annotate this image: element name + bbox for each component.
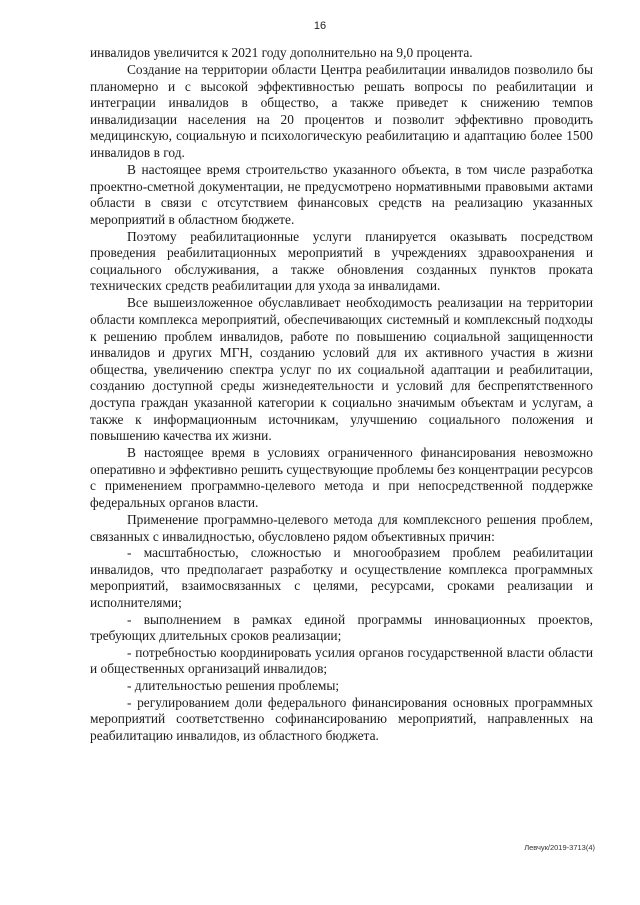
paragraph-rehab-center: Создание на территории области Центра реабилитации инвалидов позволило бы планомерно и с высокой эффективностью решать вопросы по реабилитации и интеграции инвалидов в общество, а также приведет к снижению темпов инвалидизации населения на 20 процентов и позволит эффективно проводить медицинскую, социальную и психологическую реабилитацию и адаптацию более 1500 инвалидов в год. bbox=[90, 61, 593, 160]
paragraph-services: Поэтому реабилитационные услуги планируется оказывать посредством проведения реабилитационных мероприятий в учреждениях здравоохранения и социального обслуживания, а также обновления созданных пунктов проката технических средств реабилитации для ухода за инвалидами. bbox=[90, 228, 593, 294]
document-footer-code: Левчук/2019-3713(4) bbox=[524, 843, 595, 852]
list-item-scale: - масштабностью, сложностью и многообразием проблем реабилитации инвалидов, что предполагает разработку и осуществление комплекса программных мероприятий, взаимосвязанных с целями, ресурсами, сроками реализации и исполнителями; bbox=[90, 545, 593, 610]
list-item-coordination: - потребностью координировать усилия органов государственной власти области и общественных организаций инвалидов; bbox=[90, 644, 593, 677]
list-item-innovation: - выполнением в рамках единой программы инновационных проектов, требующих длительных сроков реализации; bbox=[90, 611, 593, 644]
paragraph-construction: В настоящее время строительство указанного объекта, в том числе разработка проектно-сметной документации, не предусмотрено нормативными правовыми актами области в связи с отсутствием финансовых средств на реализацию указанных мероприятий в областном бюджете. bbox=[90, 161, 593, 227]
list-item-duration: - длительностью решения проблемы; bbox=[127, 677, 340, 693]
paragraph-continuation: инвалидов увеличится к 2021 году дополнительно на 9,0 процента. bbox=[90, 45, 473, 60]
list-item-funding: - регулированием доли федерального финансирования основных программных мероприятий соответственно софинансированию мероприятий, направленных на реабилитацию инвалидов, из областного бюджета. bbox=[90, 694, 593, 743]
paragraph-method-reasons: Применение программно-целевого метода для комплексного решения проблем, связанных с инвалидностью, обусловлено рядом объективных причин: bbox=[90, 511, 593, 544]
document-body bbox=[90, 45, 593, 744]
paragraph-financing: В настоящее время в условиях ограниченного финансирования невозможно оперативно и эффективно решить существующие проблемы без концентрации ресурсов с применением программно-целевого метода и при непосредственной поддержке федеральных органов власти. bbox=[90, 445, 593, 510]
page-number: 16 bbox=[313, 20, 327, 32]
paragraph-necessity: Все вышеизложенное обуславливает необходимость реализации на территории области комплекса мероприятий, обеспечивающих системный и комплексный подходы к решению проблем инвалидов, работе по повышению социальной защищенности инвалидов и других МГН, созданию условий для их активного участия в жизни общества, увеличению спектра услуг по их социальной адаптации и реабилитации, созданию доступной среды жизнедеятельности и условий для беспрепятственного доступа граждан указанной категории к социально значимым объектам и услугам, а также к информационным источникам, улучшению социального положения и повышению качества их жизни. bbox=[90, 295, 593, 444]
